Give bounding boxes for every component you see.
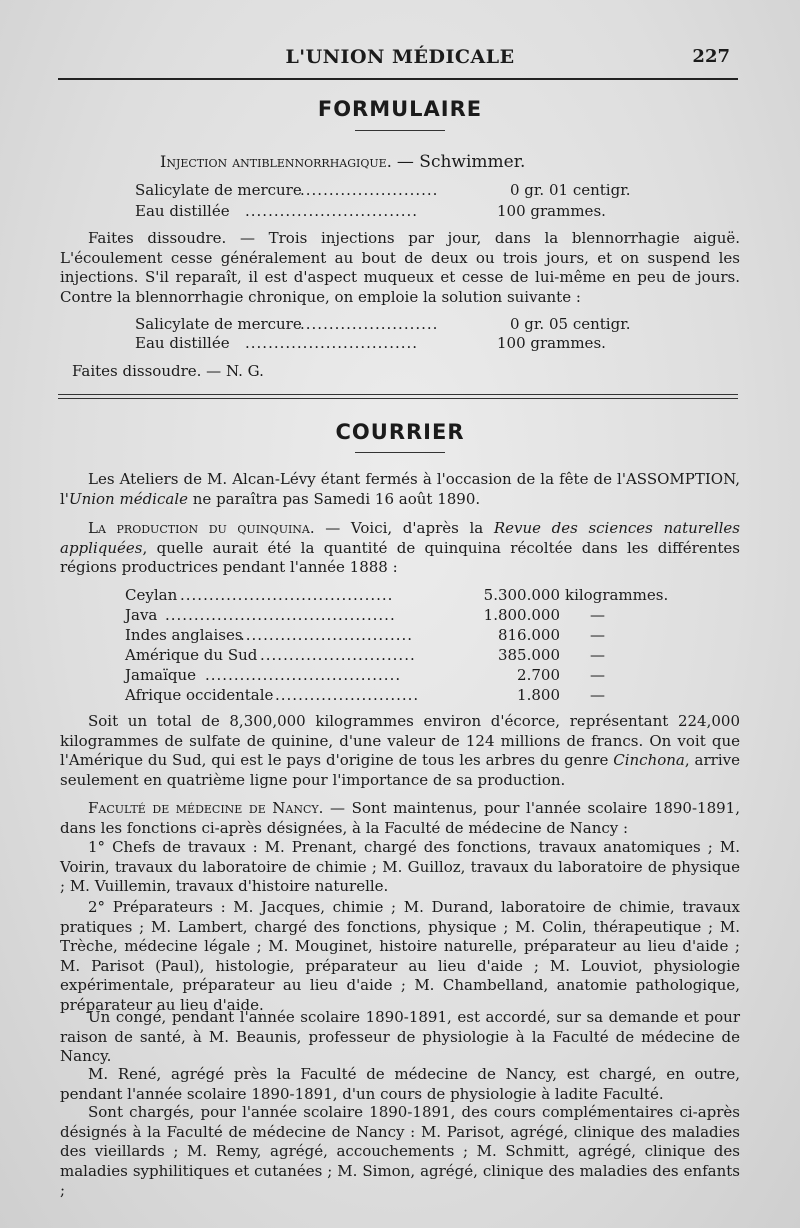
quinquina-row-6-region: Afrique occidentale [125, 686, 274, 704]
courrier-title-rule [355, 452, 445, 453]
nancy-intro-body: — Sont maintenus, pour l'année scolaire 1890-1891, dans les fonctions ci-après désignées, à la Faculté de médecine de Nancy : [60, 799, 740, 837]
section-divider-bottom [58, 398, 738, 399]
quinquina-row-4-amount: 385.000 [497, 646, 560, 664]
quinquina-row-3-leader: .............................. [240, 626, 414, 644]
closure-notice-part2: ne paraîtra pas Samedi 16 août 1890. [188, 489, 481, 508]
quinquina-row-6-amount: 1.800 [517, 686, 560, 704]
nancy-chefs-text: 1° Chefs de travaux : M. Prenant, chargé des fonctions, travaux anatomiques ; M. Voirin, travaux du laboratoire de chimie ; M. Guilloz, travaux du laboratoire de physique ; M. Vuillemin, travaux d'histoire naturelle. [60, 838, 740, 895]
recipe2-row-1-name: Salicylate de mercure [135, 315, 302, 333]
quinquina-row-1-region: Ceylan [125, 586, 178, 604]
recipe1-heading: Injection antiblennorrhagique. [160, 152, 392, 171]
recipe2-row-1 [135, 315, 302, 333]
quinquina-genus: Cinchona [613, 751, 685, 769]
quinquina-row-2-leader: ........................................ [165, 606, 396, 624]
nancy-cours [60, 1103, 740, 1201]
page-number: 227 [692, 46, 730, 67]
quinquina-summary [60, 712, 740, 790]
recipe2-row-1-qty: 0 gr. 05 centigr. [510, 315, 631, 333]
recipe1-row-1-name: Salicylate de mercure [135, 181, 302, 199]
quinquina-intro-b: , quelle aurait été la quantité de quinquina récoltée dans les différentes régions productrices pendant l'année 1888 : [60, 538, 740, 576]
recipe1-heading-line [160, 152, 525, 172]
closure-notice-journal: Union médicale [68, 489, 188, 508]
nancy-rene [60, 1065, 740, 1104]
quinquina-row-5-unit: — [590, 666, 605, 684]
recipe1-row-1 [135, 181, 302, 199]
quinquina-row-4-unit: — [590, 646, 605, 664]
quinquina-intro-text [60, 519, 740, 578]
recipe1-row-2-name: Eau distillée [135, 202, 230, 220]
recipe1-row-1-qty: 0 gr. 01 centigr. [510, 181, 631, 199]
quinquina-row-5-amount: 2.700 [517, 666, 560, 684]
formulaire-title: FORMULAIRE [317, 97, 483, 121]
courrier-title: COURRIER [335, 420, 465, 444]
quinquina-source: Revue des sciences naturelles appliquées [60, 519, 740, 557]
nancy-cours-text: Sont chargés, pour l'année scolaire 1890-1891, des cours complémentaires ci-après désignés à la Faculté de médecine de Nancy : M. Parisot, agrégé, clinique des maladies des vieillards ; M. Remy, agrégé, accouchements ; M. Schmitt, agrégé, clinique des maladies syphilitiques et cutanées ; M. Simon, agrégé, clinique des maladies des enfants ; [60, 1103, 740, 1199]
recipe2-closing: Faites dissoudre. — N. G. [72, 362, 264, 380]
nancy-conge [60, 1008, 740, 1067]
quinquina-row-2-unit: — [590, 606, 605, 624]
nancy-rene-text: M. René, agrégé près la Faculté de médecine de Nancy, est chargé, en outre, pendant l'année scolaire 1890-1891, d'un cours de physiologie à ladite Faculté. [60, 1065, 740, 1103]
quinquina-row-4-leader: ........................... [260, 646, 416, 664]
recipe1-row-2-qty: 100 grammes. [497, 202, 606, 220]
header-rule [58, 78, 738, 80]
quinquina-row-6-leader: ......................... [275, 686, 420, 704]
closure-notice-part1: Les Ateliers de M. Alcan-Lévy étant fermés à l'occasion de la fête de l'ASSOMPTION, l' [60, 470, 740, 508]
recipe2-row-2 [135, 334, 230, 352]
quinquina-row-6-unit: — [590, 686, 605, 704]
nancy-heading: Faculté de médecine de Nancy. [88, 799, 324, 817]
quinquina-row-5-region: Jamaïque [125, 666, 197, 684]
quinquina-row-3-unit: — [590, 626, 605, 644]
nancy-intro [60, 799, 740, 838]
quinquina-row-1-leader: ..................................... [180, 586, 394, 604]
section-divider-top [58, 394, 738, 395]
running-title: L'UNION MÉDICALE [285, 46, 515, 68]
quinquina-intro [60, 519, 740, 578]
quinquina-summary-text [60, 712, 740, 790]
quinquina-row-3-region: Indes anglaises [125, 626, 243, 644]
quinquina-row-1-unit: kilogrammes. [565, 586, 669, 604]
quinquina-intro-a: — Voici, d'après la [314, 519, 494, 537]
recipe1-instructions [60, 229, 740, 307]
nancy-conge-text: Un congé, pendant l'année scolaire 1890-1891, est accordé, sur sa demande et pour raison de santé, à M. Beaunis, professeur de physiologie à la Faculté de médecine de Nancy. [60, 1008, 740, 1065]
formulaire-title-rule [355, 130, 445, 131]
quinquina-summary-b: , arrive seulement en quatrième ligne pour l'importance de sa production. [60, 751, 740, 789]
nancy-preparateurs [60, 898, 740, 1015]
quinquina-heading: La production du quinquina. [88, 519, 315, 537]
recipe2-row-2-leader: .............................. [245, 334, 419, 352]
closure-notice-text [60, 470, 740, 509]
recipe2-row-2-qty: 100 grammes. [497, 334, 606, 352]
closure-notice [60, 470, 740, 509]
nancy-chefs [60, 838, 740, 897]
quinquina-row-3-amount: 816.000 [497, 626, 560, 644]
page-header [0, 44, 800, 74]
recipe1-row-1-leader: ........................ [300, 181, 439, 199]
recipe1-author: — Schwimmer. [396, 152, 526, 172]
nancy-intro-text [60, 799, 740, 838]
recipe1-row-2-leader: .............................. [245, 202, 419, 220]
quinquina-row-4-region: Amérique du Sud [125, 646, 258, 664]
recipe2-row-2-name: Eau distillée [135, 334, 230, 352]
quinquina-row-5-leader: .................................. [205, 666, 402, 684]
recipe1-instructions-text: Faites dissoudre. — Trois injections par jour, dans la blennorrhagie aiguë. L'écoulement cesse généralement au bout de deux ou trois jours, et on suspend les injections. S'il reparaît, il est d'aspect muqueux et cesse de lui-même en peu de jours. Contre la blennorrhagie chronique, on emploie la solution suivante : [60, 229, 740, 306]
recipe1-row-2 [135, 202, 230, 220]
quinquina-row-2-amount: 1.800.000 [483, 606, 560, 624]
recipe2-row-1-leader: ........................ [300, 315, 439, 333]
quinquina-row-1-amount: 5.300.000 [483, 586, 560, 604]
quinquina-row-2-region: Java [125, 606, 158, 624]
quinquina-summary-a: Soit un total de 8,300,000 kilogrammes environ d'écorce, représentant 224,000 kilogrammes de sulfate de quinine, d'une valeur de 124 millions de francs. On voit que l'Amérique du Sud, qui est le pays d'origine de tous les arbres du genre [60, 712, 740, 769]
nancy-preparateurs-text: 2° Préparateurs : M. Jacques, chimie ; M. Durand, laboratoire de chimie, travaux pratiques ; M. Lambert, chargé des fonctions, physique ; M. Colin, thérapeutique ; M. Trèche, médecine légale ; M. Mouginet, histoire naturelle, préparateur au lieu d'aide ; M. Parisot (Paul), histologie, préparateur au lieu d'aide ; M. Louviot, physiologie expérimentale, préparateur au lieu d'aide ; M. Chambelland, anatomie pathologique, préparateur au lieu d'aide. [60, 898, 740, 1014]
